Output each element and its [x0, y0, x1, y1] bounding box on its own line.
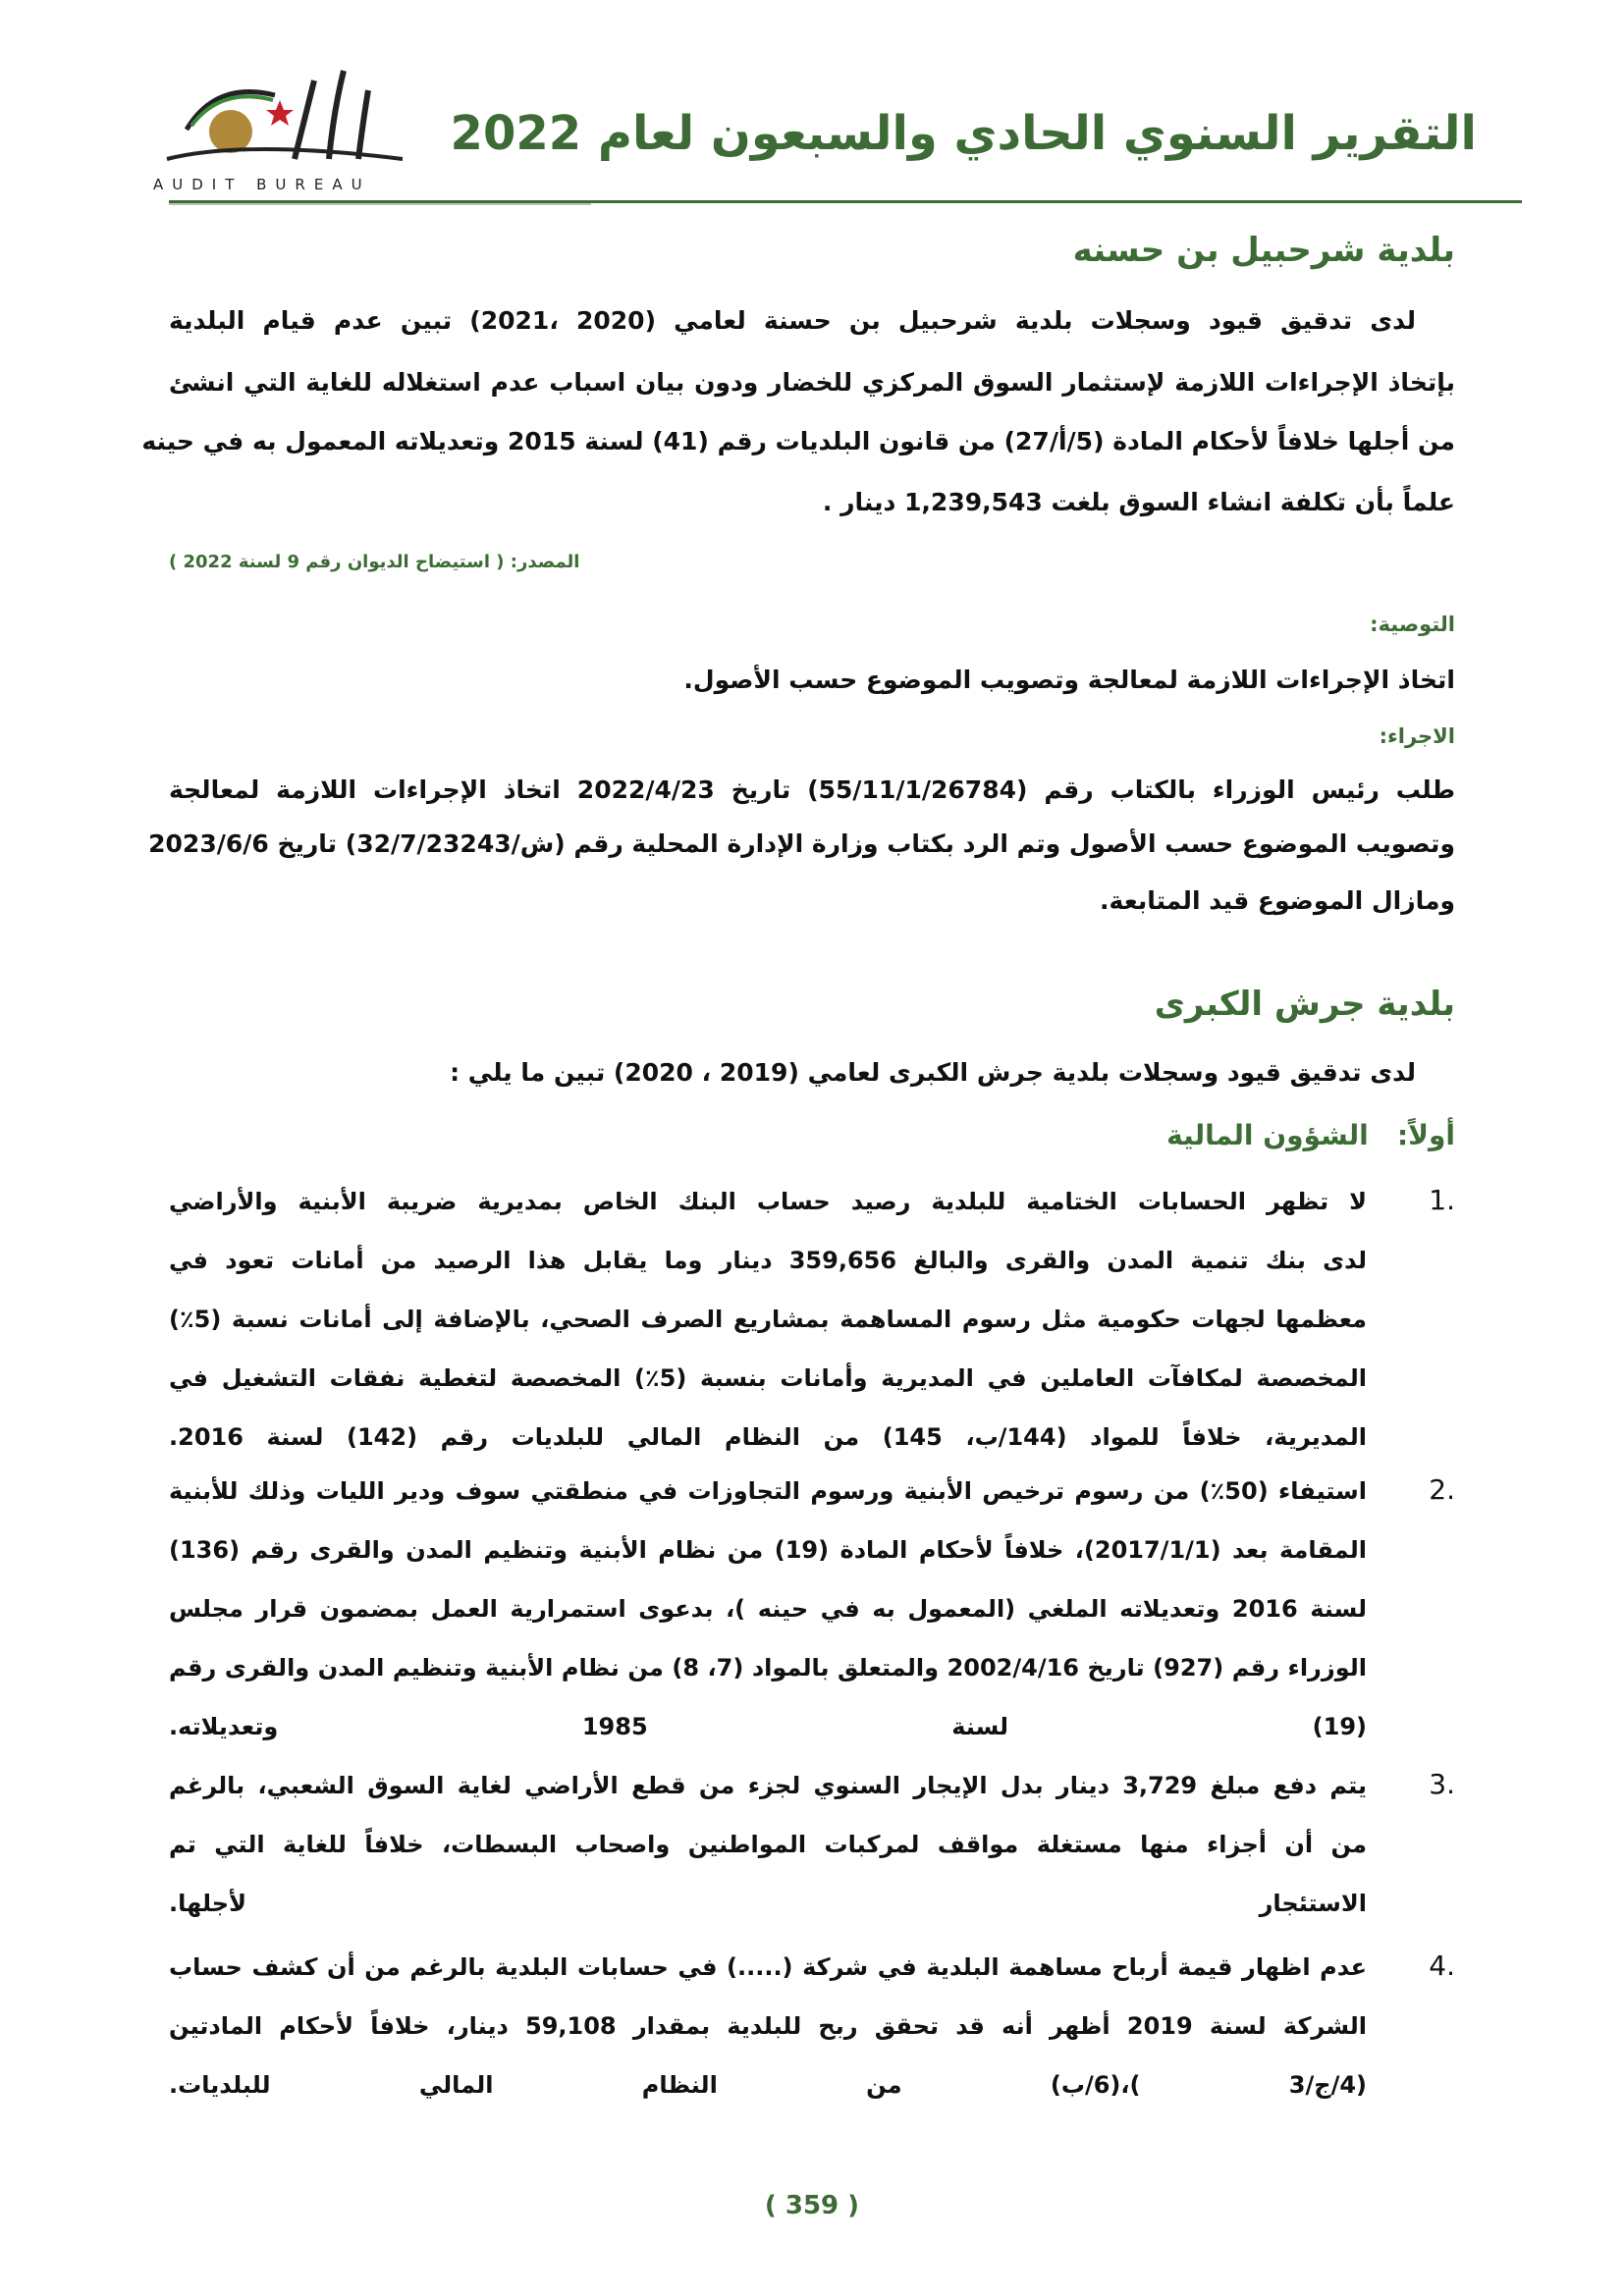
logo-text: AUDIT BUREAU	[153, 176, 371, 193]
item-number: 4.	[1429, 1949, 1455, 1982]
header-divider-accent	[169, 203, 591, 205]
paragraph-line: لدى تدقيق قيود وسجلات بلدية شرحبيل بن حسنة لعامي (2020 ،2021) تبين عدم قيام البلدية	[169, 306, 1416, 335]
item-number: 3.	[1429, 1768, 1455, 1800]
report-title: التقرير السنوي الحادي والسبعون لعام 2022	[450, 106, 1477, 161]
action-label: الاجراء:	[1379, 724, 1455, 748]
item-line: الاستئجار لأجلها.	[169, 1890, 1367, 1917]
source-note: المصدر: ( استيضاح الديوان رقم 9 لسنة 2022 )	[169, 552, 580, 572]
item-line: لا تظهر الحسابات الختامية للبلدية رصيد حساب البنك الخاص بمديرية ضريبة الأبنية والأراضي	[169, 1188, 1367, 1215]
item-line: المديرية، خلافاً للمواد (144/ب، 145) من النظام المالي للبلديات رقم (142) لسنة 2016.	[169, 1423, 1367, 1451]
item-line: لدى بنك تنمية المدن والقرى والبالغ 359,656 دينار وما يقابل هذا الرصيد من أمانات تعود في	[169, 1247, 1367, 1274]
item-line: يتم دفع مبلغ 3,729 دينار بدل الإيجار السنوي لجزء من قطع الأراضي لغاية السوق الشعبي، بالرغم	[169, 1772, 1367, 1799]
recommendation-label: التوصية:	[1370, 613, 1455, 636]
item-line: الشركة لسنة 2019 أظهر أنه قد تحقق ربح للبلدية بمقدار 59,108 دينار، خلافاً لأحكام المادتين	[169, 2012, 1368, 2040]
item-line: (4/ج/3 )،(6/ب) من النظام المالي للبلديات.	[169, 2071, 1367, 2099]
action-line: وتصويب الموضوع حسب الأصول وتم الرد بكتاب وزارة الإدارة المحلية رقم (ش/32/7/23243) تاريخ 2023/6/6	[148, 829, 1455, 858]
item-number: 1.	[1429, 1184, 1455, 1216]
item-number: 2.	[1429, 1473, 1455, 1506]
item-line: لسنة 2016 وتعديلاته الملغي (المعمول به في حينه )، بدعوى استمرارية العمل بمضمون قرار مجلس	[169, 1595, 1368, 1623]
paragraph-line: من أجلها خلافاً لأحكام المادة (5/أ/27) من قانون البلديات رقم (41) لسنة 2015 وتعديلاته المعمول به في حينه	[141, 427, 1455, 455]
item-line: المقامة بعد (2017/1/1)، خلافاً لأحكام المادة (19) من نظام الأبنية وتنظيم المدن والقرى رقم (136)	[169, 1536, 1367, 1564]
audit-bureau-logo	[147, 61, 422, 193]
section-intro: لدى تدقيق قيود وسجلات بلدية جرش الكبرى لعامي (2019 ، 2020) تبين ما يلي :	[450, 1058, 1416, 1087]
action-line: ومازال الموضوع قيد المتابعة.	[1100, 886, 1455, 915]
item-line: استيفاء (50٪) من رسوم ترخيص الأبنية ورسوم التجاوزات في منطقتي سوف ودير الليات وذلك للأبنية	[169, 1477, 1367, 1505]
recommendation-text: اتخاذ الإجراءات اللازمة لمعالجة وتصويب الموضوع حسب الأصول.	[683, 666, 1455, 694]
logo-emblem-icon	[147, 61, 422, 174]
item-line: المخصصة لمكافآت العاملين في المديرية وأمانات بنسبة (5٪) المخصصة لتغطية نفقات التشغيل في	[169, 1364, 1367, 1392]
item-line: (19) لسنة 1985 وتعديلاته.	[169, 1713, 1367, 1740]
paragraph-line: بإتخاذ الإجراءات اللازمة لإستثمار السوق المركزي للخضار ودون بيان اسباب عدم استغلاله للغاية التي انشئ	[169, 368, 1455, 397]
section-heading-sharhabil: بلدية شرحبيل بن حسنه	[1072, 231, 1455, 270]
section-heading-jerash: بلدية جرش الكبرى	[1154, 985, 1455, 1024]
item-line: من أن أجزاء منها مستغلة مواقف لمركبات المواطنين واصحاب البسطات، خلافاً للغاية التي تم	[169, 1831, 1367, 1858]
item-line: الوزراء رقم (927) تاريخ 2002/4/16 والمتعلق بالمواد (7، 8) من نظام الأبنية وتنظيم المدن والقرى رقم	[169, 1654, 1367, 1682]
paragraph-line: علماً بأن تكلفة انشاء السوق بلغت 1,239,543 دينار .	[822, 488, 1455, 516]
action-line: طلب رئيس الوزراء بالكتاب رقم (55/11/1/26784) تاريخ 2022/4/23 اتخاذ الإجراءات اللازمة لمعالجة	[169, 775, 1456, 804]
item-line: عدم اظهار قيمة أرباح مساهمة البلدية في شركة (.....) في حسابات البلدية بالرغم من أن كشف حساب	[169, 1953, 1367, 1981]
subheading-financial: أولاً: الشؤون المالية	[1166, 1119, 1455, 1151]
item-line: معظمها لجهات حكومية مثل رسوم المساهمة بمشاريع الصرف الصحي، بالإضافة إلى أمانات نسبة (5٪)	[169, 1306, 1367, 1333]
page-number: ( 359 )	[764, 2191, 860, 2220]
